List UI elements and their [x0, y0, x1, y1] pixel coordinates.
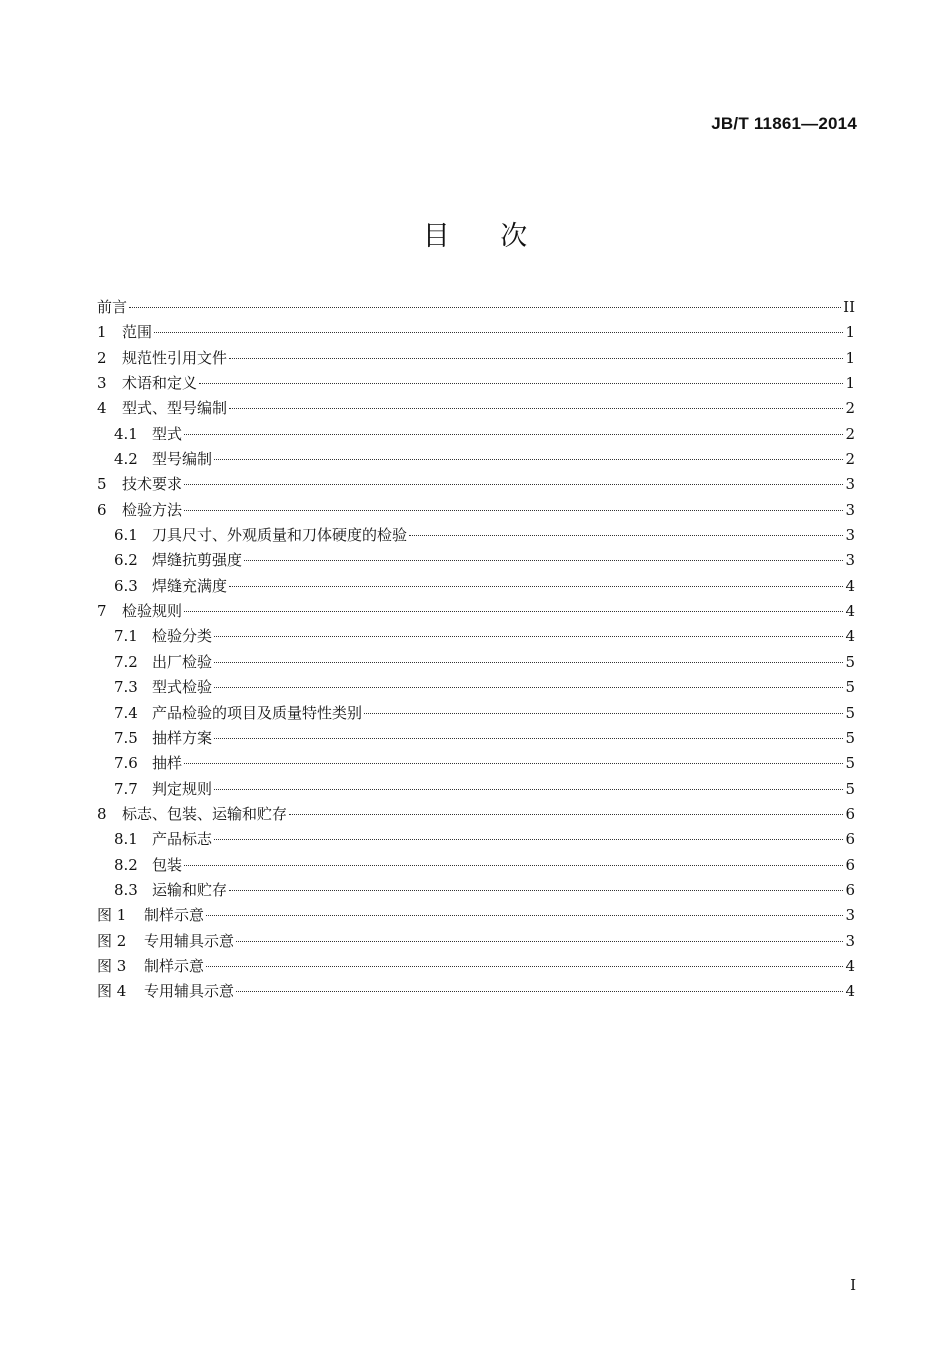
toc-entry-label: 检验规则: [122, 602, 183, 621]
toc-entry-number: 8: [97, 804, 107, 823]
toc-entry-number: 7.5: [114, 728, 138, 747]
toc-entry-number: 7.2: [114, 652, 138, 671]
toc-entry[interactable]: [97, 422, 855, 447]
dot-leader: [229, 890, 843, 891]
toc-entry-label: 型式: [152, 424, 183, 443]
page-title: 目 次: [422, 221, 528, 252]
toc-entry-label: 刀具尺寸、外观质量和刀体硬度的检验: [152, 526, 408, 545]
dot-leader: [214, 636, 843, 637]
toc-entry[interactable]: [97, 523, 855, 548]
toc-entry-number: 图 4: [97, 982, 127, 1001]
toc-entry[interactable]: [97, 903, 855, 928]
dot-leader: [236, 941, 843, 942]
toc-entry-page: 3: [845, 475, 855, 494]
toc-entry[interactable]: [97, 878, 855, 903]
toc-entry-label: 专用辅具示意: [144, 982, 235, 1001]
toc-entry[interactable]: [97, 954, 855, 979]
dot-leader: [364, 713, 843, 714]
toc-entry-page: 3: [845, 500, 855, 519]
toc-entry-page: 6: [845, 830, 855, 849]
toc-entry-label: 产品标志: [152, 830, 213, 849]
toc-entry-page: 2: [845, 399, 855, 418]
toc-entry[interactable]: [97, 599, 855, 624]
toc-entry-number: 7.3: [114, 678, 138, 697]
toc-entry-label: 前言: [97, 298, 128, 316]
toc-entry-label: 出厂检验: [152, 652, 213, 671]
toc-entry-page: 4: [845, 982, 855, 1001]
toc-entry[interactable]: [97, 751, 855, 776]
toc-entry-page: 1: [845, 323, 855, 342]
dot-leader: [244, 560, 843, 561]
toc-entry-number: 4.1: [114, 424, 138, 443]
dot-leader: [229, 586, 843, 587]
dot-leader: [229, 408, 843, 409]
toc-entry-label: 焊缝充满度: [152, 576, 228, 595]
toc-entry[interactable]: [97, 650, 855, 675]
toc-entry[interactable]: [97, 371, 855, 396]
toc-entry-page: II: [843, 298, 855, 316]
toc-entry-label: 范围: [122, 323, 153, 342]
toc-entry-number: 8.3: [114, 880, 138, 899]
toc-entry-number: 图 2: [97, 931, 127, 950]
toc-entry-label: 技术要求: [122, 475, 183, 494]
toc-entry-number: 7.6: [114, 754, 138, 773]
table-of-contents: [97, 295, 855, 1005]
toc-entry-page: 6: [845, 880, 855, 899]
toc-entry[interactable]: [97, 827, 855, 852]
dot-leader: [409, 535, 843, 536]
toc-entry-label: 检验方法: [122, 500, 183, 519]
toc-entry-page: 5: [845, 652, 855, 671]
toc-entry[interactable]: [97, 472, 855, 497]
toc-entry[interactable]: [97, 853, 855, 878]
toc-entry-page: 5: [845, 779, 855, 798]
toc-entry-label: 包装: [152, 855, 183, 874]
toc-entry-label: 检验分类: [152, 627, 213, 646]
toc-entry-label: 标志、包装、运输和贮存: [122, 804, 288, 823]
toc-entry-page: 3: [845, 931, 855, 950]
toc-entry[interactable]: [97, 447, 855, 472]
dot-leader: [236, 991, 843, 992]
toc-entry-number: 6: [97, 500, 107, 519]
toc-entry-number: 8.2: [114, 855, 138, 874]
toc-entry-label: 抽样方案: [152, 728, 213, 747]
toc-entry-label: 专用辅具示意: [144, 931, 235, 950]
toc-entry-page: 2: [845, 450, 855, 469]
toc-entry-page: 5: [845, 728, 855, 747]
dot-leader: [129, 307, 841, 308]
toc-entry-label: 运输和贮存: [152, 880, 228, 899]
dot-leader: [184, 611, 843, 612]
toc-entry[interactable]: [97, 295, 855, 320]
toc-entry-number: 4.2: [114, 450, 138, 469]
toc-entry[interactable]: [97, 320, 855, 345]
toc-entry-page: 6: [845, 804, 855, 823]
toc-entry[interactable]: [97, 548, 855, 573]
toc-entry-number: 图 1: [97, 906, 127, 925]
toc-entry-page: 4: [845, 956, 855, 975]
toc-entry[interactable]: [97, 701, 855, 726]
toc-entry[interactable]: [97, 574, 855, 599]
toc-entry-label: 型式、型号编制: [122, 399, 228, 418]
dot-leader: [206, 915, 843, 916]
toc-entry-number: 8.1: [114, 830, 138, 849]
toc-entry-page: 3: [845, 551, 855, 570]
toc-entry-number: 7: [97, 602, 107, 621]
toc-entry-page: 4: [845, 627, 855, 646]
toc-entry-label: 焊缝抗剪强度: [152, 551, 243, 570]
toc-entry-number: 图 3: [97, 956, 127, 975]
dot-leader: [214, 662, 843, 663]
dot-leader: [184, 510, 843, 511]
toc-entry-label: 产品检验的项目及质量特性类别: [152, 703, 363, 722]
toc-entry[interactable]: [97, 624, 855, 649]
toc-entry-number: 7.7: [114, 779, 138, 798]
toc-entry-number: 7.4: [114, 703, 138, 722]
toc-entry[interactable]: [97, 498, 855, 523]
dot-leader: [214, 459, 843, 460]
toc-entry-number: 1: [97, 323, 107, 342]
toc-entry-page: 5: [845, 703, 855, 722]
dot-leader: [214, 789, 843, 790]
toc-entry-number: 5: [97, 475, 107, 494]
dot-leader: [214, 738, 843, 739]
dot-leader: [199, 383, 843, 384]
toc-entry-number: 3: [97, 374, 107, 393]
toc-entry-label: 判定规则: [152, 779, 213, 798]
toc-entry-number: 2: [97, 348, 107, 367]
toc-entry[interactable]: [97, 396, 855, 421]
dot-leader: [206, 966, 843, 967]
dot-leader: [184, 865, 843, 866]
toc-entry-page: 5: [845, 754, 855, 773]
toc-entry-page: 5: [845, 678, 855, 697]
toc-entry-number: 6.1: [114, 526, 138, 545]
toc-entry-page: 1: [845, 348, 855, 367]
toc-entry[interactable]: [97, 346, 855, 371]
toc-entry-number: 4: [97, 399, 107, 418]
dot-leader: [214, 687, 843, 688]
toc-entry-page: 4: [845, 576, 855, 595]
dot-leader: [184, 484, 843, 485]
standard-number: JB/T 11861—2014: [711, 114, 857, 133]
toc-entry[interactable]: [97, 675, 855, 700]
dot-leader: [154, 332, 843, 333]
toc-entry[interactable]: [97, 979, 855, 1004]
toc-entry[interactable]: [97, 726, 855, 751]
toc-entry-label: 制样示意: [144, 956, 205, 975]
dot-leader: [229, 358, 843, 359]
toc-entry-page: 6: [845, 855, 855, 874]
toc-entry-label: 术语和定义: [122, 374, 198, 393]
toc-entry-label: 型式检验: [152, 678, 213, 697]
dot-leader: [184, 763, 843, 764]
dot-leader: [214, 839, 843, 840]
dot-leader: [184, 434, 843, 435]
toc-entry-number: 6.3: [114, 576, 138, 595]
toc-entry-label: 抽样: [152, 754, 183, 773]
toc-entry[interactable]: [97, 929, 855, 954]
toc-entry-page: 3: [845, 906, 855, 925]
toc-entry-label: 制样示意: [144, 906, 205, 925]
toc-entry-page: 4: [845, 602, 855, 621]
page-number: I: [850, 1276, 856, 1294]
toc-entry[interactable]: [97, 802, 855, 827]
toc-entry-page: 1: [845, 374, 855, 393]
toc-entry-number: 7.1: [114, 627, 138, 646]
toc-entry[interactable]: [97, 777, 855, 802]
toc-entry-page: 3: [845, 526, 855, 545]
toc-entry-number: 6.2: [114, 551, 138, 570]
toc-entry-label: 型号编制: [152, 450, 213, 469]
toc-entry-page: 2: [845, 424, 855, 443]
dot-leader: [289, 814, 843, 815]
toc-entry-label: 规范性引用文件: [122, 348, 228, 367]
